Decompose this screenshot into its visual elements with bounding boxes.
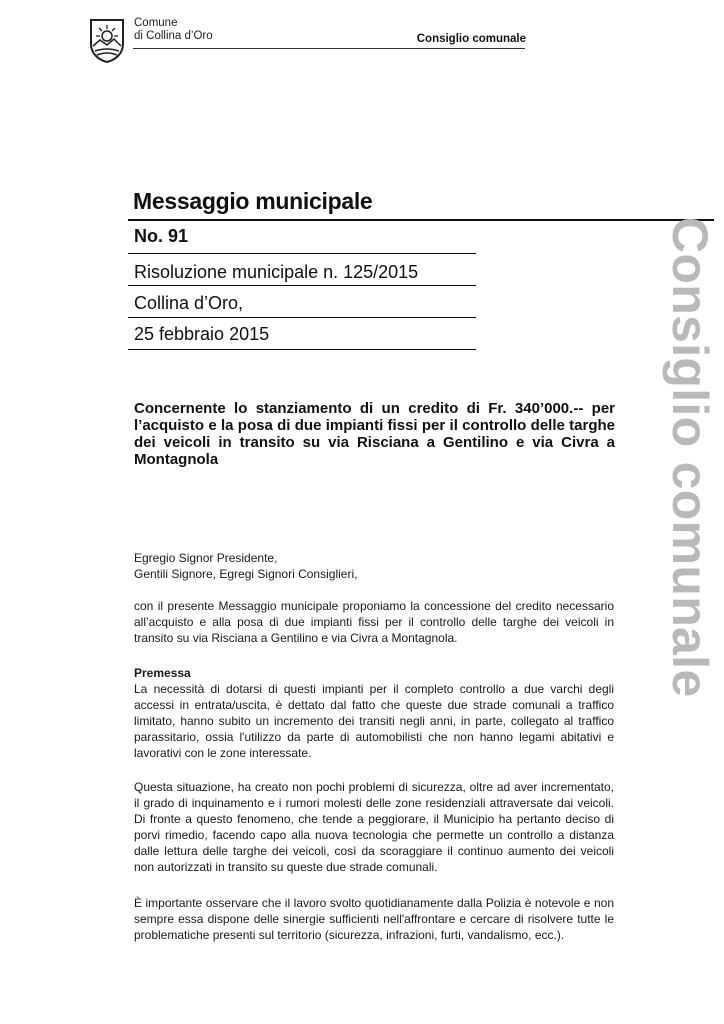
meta-divider-1 bbox=[128, 253, 476, 254]
intro-text: con il presente Messaggio municipale proponiamo la concessione del credito necessario all’acquisto e alla posa di due impianti fissi per il controllo delle targhe dei veicoli in transito su via Risciana a Gentilino e via Civra a Montagnola. bbox=[134, 599, 614, 645]
paragraph-2-text: Questa situazione, ha creato non pochi problemi di sicurezza, oltre ad aver incrementato, il grado di inquinamento e i rumori molesti delle zone residenziali attraversate dai veicoli. Di fronte a questo fenomeno, che tende a peggiorare, il Municipio ha pertanto deciso di porvi rimedio, facendo capo alla nuova tecnologia che permette un controllo a distanza dalle lettura delle targhe dei veicoli, così da scoraggiare il continuo aumento dei veicoli non autorizzati in transito su queste due strade comunali. bbox=[134, 780, 614, 874]
document-type-title: Messaggio municipale bbox=[133, 188, 373, 214]
header-section-title: Consiglio comunale bbox=[416, 33, 526, 45]
message-number: No. 91 bbox=[134, 226, 189, 246]
salutation-line-1: Egregio Signor Presidente, bbox=[134, 551, 278, 565]
document-date: 25 febbraio 2015 bbox=[134, 324, 270, 344]
intro-paragraph bbox=[134, 598, 614, 646]
meta-divider-3 bbox=[128, 317, 476, 318]
org-line-1: Comune bbox=[134, 17, 178, 29]
premessa-heading: Premessa bbox=[134, 666, 191, 680]
salutation-line-2: Gentili Signore, Egregi Signori Consiglieri, bbox=[134, 567, 358, 581]
title-divider bbox=[128, 219, 714, 221]
premessa-text: La necessità di dotarsi di questi impianti per il completo controllo a due varchi degli accessi in entrata/uscita, è dettato dal fatto che queste due strade comunali a traffico limitato, hanno subito un incremento dei transiti negli anni, in parte, collegato al traffico parassitario, ossia l'utilizzo da parte di automobilisti che non hanno legami abitativi e lavorativi con le zone interessate. bbox=[134, 682, 614, 760]
header-divider bbox=[133, 48, 525, 49]
municipality-name bbox=[134, 17, 213, 43]
premessa-section bbox=[134, 665, 614, 761]
salutation bbox=[134, 550, 614, 582]
meta-divider-2 bbox=[128, 285, 476, 286]
org-line-2: di Collina d’Oro bbox=[134, 30, 213, 42]
municipality-crest-icon bbox=[88, 16, 126, 64]
side-vertical-title-text: Consiglio comunale bbox=[662, 216, 718, 698]
paragraph-3 bbox=[134, 895, 614, 943]
paragraph-2 bbox=[134, 779, 614, 875]
meta-divider-4 bbox=[128, 349, 476, 350]
side-vertical-title bbox=[662, 216, 718, 698]
resolution-number: Risoluzione municipale n. 125/2015 bbox=[134, 262, 419, 282]
paragraph-3-text: È importante osservare che il lavoro svolto quotidianamente dalla Polizia è notevole e non sempre essa dispone delle sinergie sufficienti nell'affrontare e cercare di risolvere tutte le problematiche presenti sul territorio (sicurezza, infrazioni, furti, vandalismo, ecc.). bbox=[134, 896, 614, 942]
document-place: Collina d’Oro, bbox=[134, 293, 244, 313]
document-subject: Concernente lo stanziamento di un credito di Fr. 340’000.-- per l’acquisto e la posa di due impianti fissi per il controllo delle targhe dei veicoli in transito su via Risciana a Gentilino e via Civra a Montagnola bbox=[134, 400, 615, 468]
